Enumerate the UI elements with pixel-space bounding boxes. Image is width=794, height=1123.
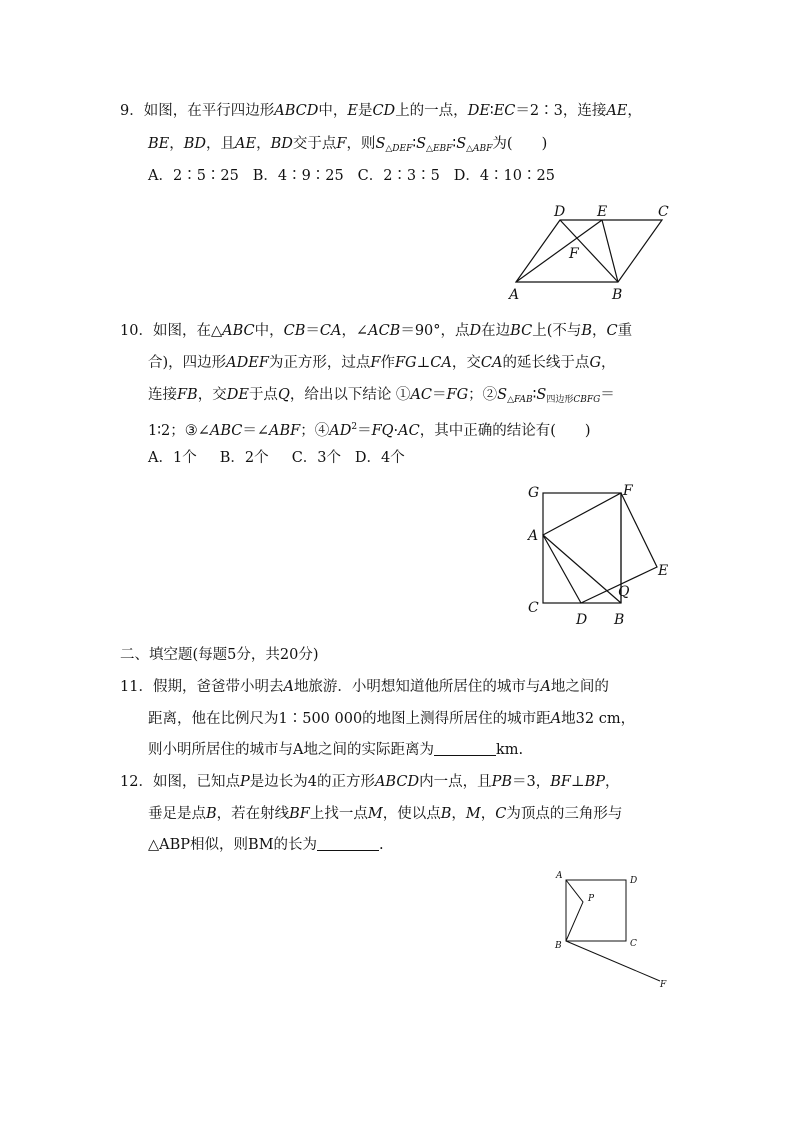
q9-label-e: E xyxy=(597,204,608,220)
q10-label-b: B xyxy=(614,612,625,628)
q10-option-c: C．3个 xyxy=(291,450,342,466)
q10-option-d: D．4个 xyxy=(354,450,405,466)
q10-label-c: C xyxy=(528,600,539,616)
q10-label-q: Q xyxy=(618,584,630,600)
q10-label-f: F xyxy=(623,483,633,499)
q12-label-a: A xyxy=(556,871,563,881)
q10-line-4: 1∶2；③∠ABC＝∠ABF；$④AD^2=FQ\cdot AC$，其中正确的结论有( ) xyxy=(148,422,591,439)
q10-option-a: A．1个 xyxy=(148,450,197,466)
q12-line-1: 12．如图，已知点P是边长为4的正方形ABCD内一点，且PB＝3，BF⊥BP， xyxy=(120,774,620,790)
q9-label-b: B xyxy=(612,287,623,303)
q10-option-b: B．2个 xyxy=(219,450,269,466)
q10-square-figure xyxy=(520,478,690,628)
q9-label-c: C xyxy=(658,204,669,220)
q9-label-a: A xyxy=(509,287,520,303)
q12-line-2: 垂足是点B，若在射线BF上找一点M，使以点B，M，C为顶点的三角形与 xyxy=(148,806,623,822)
q11-line-1: 11．假期，爸爸带小明去A地旅游．小明想知道他所居住的城市与A地之间的 xyxy=(120,679,609,695)
q12-label-f: F xyxy=(660,980,667,990)
q9-line-1: 9．如图，在平行四边形ABCD中，E是CD上的一点，DE∶EC＝2∶3，连接AE， xyxy=(120,103,642,119)
q11-line-3-prefix: 则小明所居住的城市与A地之间的实际距离为 xyxy=(148,742,434,758)
q9-option-a: A．2∶5∶25 xyxy=(148,168,239,184)
q12-answer-blank[interactable] xyxy=(317,836,379,851)
q12-line-3-prefix: △ABP相似，则BM的长为 xyxy=(148,837,318,853)
q9-label-f: F xyxy=(569,246,579,262)
q10-label-d: D xyxy=(576,612,588,628)
q11-line-3 xyxy=(148,740,523,760)
section-heading: 二、填空题(每题5分，共20分) xyxy=(120,647,319,663)
q9-options xyxy=(148,166,555,186)
q12-label-c: C xyxy=(630,939,637,949)
q12-line-3 xyxy=(148,835,384,855)
q10-line-3: 连接FB，交DE于点Q，给出以下结论 ①AC＝FG；$②S_{\triangle FAB}∶S_{四边形CBFG}=$ xyxy=(148,387,615,405)
q9-line-2: BE，BD，且AE，BD交于点F，则$S_{\triangle DEF}∶S_{\triangle EBF}∶S_{\triangle ABF}$为( ) xyxy=(148,136,548,154)
q9-option-d: D．4∶10∶25 xyxy=(453,168,555,184)
q11-line-2: 距离，他在比例尺为1∶500 000的地图上测得所居住的城市距A地32 cm， xyxy=(148,711,636,727)
q10-label-a: A xyxy=(528,528,539,544)
q12-square-figure xyxy=(548,868,678,993)
q9-option-b: B．4∶9∶25 xyxy=(252,168,344,184)
q10-line-1: 10．如图，在△ABC中，CB＝CA，∠ACB＝90°，点D在边BC上(不与B，C重 xyxy=(120,323,633,339)
q10-label-e: E xyxy=(658,563,669,579)
q10-line-2: 合)，四边形ADEF为正方形，过点F作FG⊥CA，交CA的延长线于点G， xyxy=(148,355,616,371)
q10-label-g: G xyxy=(528,485,540,501)
q11-unit: km. xyxy=(495,742,524,758)
q9-parallelogram-figure xyxy=(500,198,680,308)
q10-options xyxy=(148,448,405,468)
q11-answer-blank[interactable] xyxy=(434,741,496,756)
q12-label-d: D xyxy=(630,876,638,886)
q9-option-c: C．2∶3∶5 xyxy=(357,168,440,184)
q12-label-p: P xyxy=(588,894,595,904)
q9-label-d: D xyxy=(554,204,566,220)
q12-period: . xyxy=(379,837,384,853)
q12-label-b: B xyxy=(555,941,562,951)
